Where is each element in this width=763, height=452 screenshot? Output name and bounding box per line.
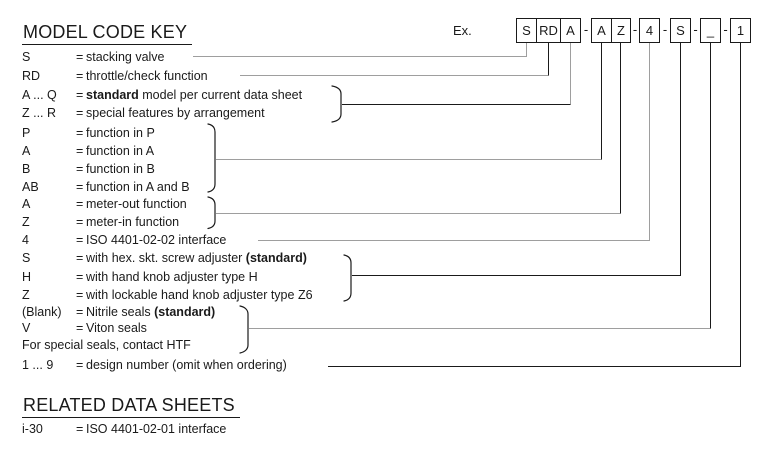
code-separator: - [662, 22, 668, 37]
key-row-function-p: P = function in P [22, 126, 155, 140]
key-row-throttle-check: RD = throttle/check function [22, 69, 208, 83]
bracket-standard-special-group [332, 86, 341, 122]
key-row-standard-model: A ... Q = standard model per current data sheet [22, 88, 303, 102]
bracket-adjuster-group [344, 255, 351, 301]
connector-stacking-valve [193, 43, 527, 57]
connector-design-number [328, 43, 741, 367]
key-row-viton-seals: V = Viton seals [22, 321, 147, 335]
code-box-seals: _ [700, 18, 721, 43]
code-separator: - [583, 22, 589, 37]
code-separator: - [632, 22, 638, 37]
bracket-function-group [208, 124, 215, 192]
code-separator: - [693, 22, 698, 37]
related-row-i30: i-30 = ISO 4401-02-01 interface [22, 422, 227, 436]
key-row-meter-out: A = meter-out function [22, 197, 187, 211]
code-box-adjuster: S [670, 18, 691, 43]
code-box-model: A [560, 18, 581, 43]
key-row-function-b: B = function in B [22, 162, 155, 176]
key-row-iso-interface: 4 = ISO 4401-02-02 interface [22, 233, 227, 247]
related-sheets-title: RELATED DATA SHEETS [22, 396, 240, 418]
key-row-special-features: Z ... R = special features by arrangement [22, 106, 265, 120]
code-box-meter: Z [611, 18, 631, 43]
code-box-function: A [591, 18, 612, 43]
key-row-function-ab: AB = function in A and B [22, 180, 190, 194]
code-box-design-number: 1 [730, 18, 751, 43]
key-row-function-a: A = function in A [22, 144, 155, 158]
bracket-meter-group [208, 197, 215, 229]
key-row-screw-adjuster: S = with hex. skt. screw adjuster (standard) [22, 251, 307, 265]
page-title: MODEL CODE KEY [22, 23, 192, 45]
code-box-stacking-valve: S [516, 18, 537, 43]
code-separator: - [723, 22, 728, 37]
connector-adjuster-group [352, 43, 681, 276]
key-row-stacking-valve: S = stacking valve [22, 50, 165, 64]
bracket-seals-group [240, 306, 248, 353]
code-box-throttle-check: RD [536, 18, 561, 43]
connector-iso-interface [258, 43, 650, 241]
key-row-design-number: 1 ... 9 = design number (omit when ordering) [22, 358, 287, 372]
example-label: Ex. [453, 23, 472, 38]
code-box-interface: 4 [639, 18, 660, 43]
key-row-lockable-knob: Z = with lockable hand knob adjuster type Z6 [22, 288, 313, 302]
key-row-nitrile-seals: (Blank) = Nitrile seals (standard) [22, 305, 216, 319]
key-row-hand-knob: H = with hand knob adjuster type H [22, 270, 258, 284]
key-row-special-seals-note: For special seals, contact HTF [22, 338, 191, 352]
key-row-meter-in: Z = meter-in function [22, 215, 180, 229]
